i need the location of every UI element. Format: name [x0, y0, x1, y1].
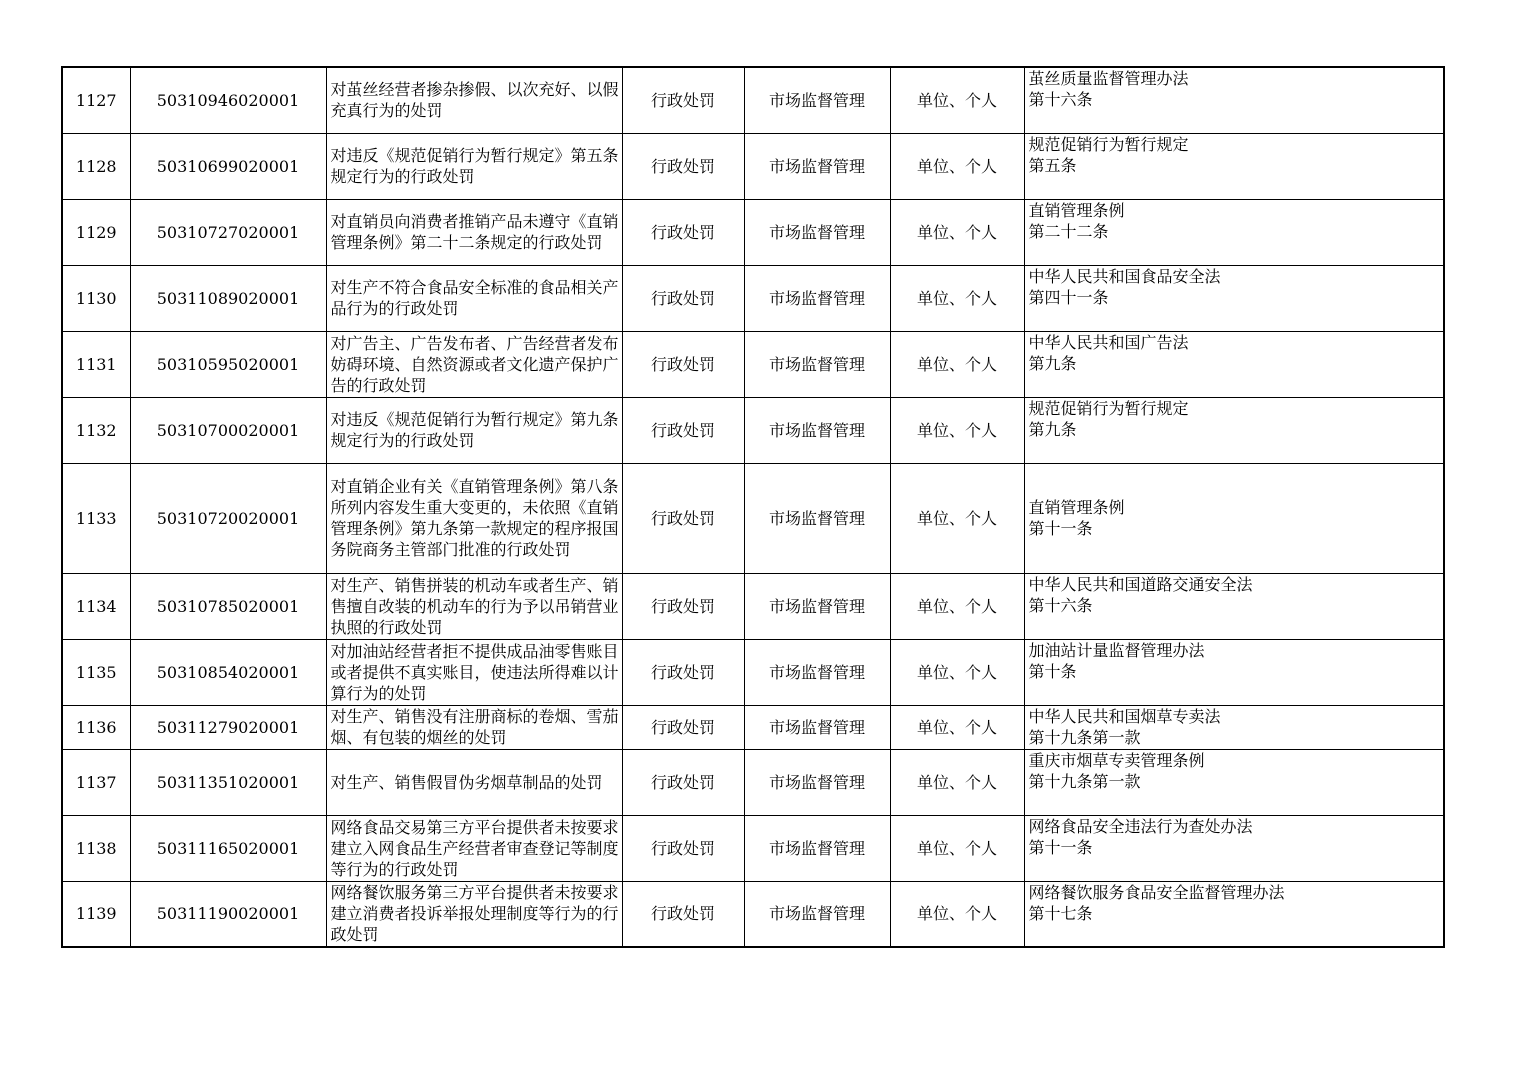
table-row	[62, 705, 1444, 749]
basis-law-name: 加油站计量监督管理办法	[1028, 640, 1205, 660]
basis-law-name: 规范促销行为暂行规定	[1028, 398, 1189, 418]
table-row	[62, 265, 1444, 331]
legal-basis-cell	[1024, 397, 1444, 463]
item-type-cell: 行政处罚	[622, 133, 744, 199]
item-type-cell: 行政处罚	[622, 639, 744, 705]
basis-law-name: 网络餐饮服务食品安全监督管理办法	[1028, 882, 1285, 902]
department-cell: 市场监督管理	[744, 331, 890, 397]
department-cell: 市场监督管理	[744, 705, 890, 749]
item-name-cell: 对生产、销售拼装的机动车或者生产、销售擅自改装的机动车的行为予以吊销营业执照的行政处罚	[326, 573, 622, 639]
basis-law-name: 规范促销行为暂行规定	[1028, 134, 1189, 154]
serial-number-cell: 1139	[62, 881, 130, 947]
basis-article: 第十一条	[1028, 837, 1093, 857]
serial-number-cell: 1132	[62, 397, 130, 463]
department-cell: 市场监督管理	[744, 573, 890, 639]
basis-article: 第十六条	[1028, 90, 1093, 109]
item-code-cell: 50311279020001	[130, 705, 326, 749]
item-code-cell: 50310699020001	[130, 133, 326, 199]
basis-article: 第十九条第一款	[1028, 727, 1141, 747]
basis-article: 第九条	[1028, 419, 1077, 439]
table-row	[62, 397, 1444, 463]
item-name-cell: 网络食品交易第三方平台提供者未按要求建立入网食品生产经营者审查登记等制度等行为的行政处罚	[326, 815, 622, 881]
department-cell: 市场监督管理	[744, 749, 890, 815]
item-type-cell: 行政处罚	[622, 463, 744, 573]
target-object-cell: 单位、个人	[890, 265, 1024, 331]
item-code-cell: 50310785020001	[130, 573, 326, 639]
table-row	[62, 67, 1444, 133]
basis-law-name: 直销管理条例	[1028, 498, 1125, 517]
item-name-cell: 对生产、销售没有注册商标的卷烟、雪茄烟、有包装的烟丝的处罚	[326, 705, 622, 749]
serial-number-cell: 1131	[62, 331, 130, 397]
item-code-cell: 50311190020001	[130, 881, 326, 947]
department-cell: 市场监督管理	[744, 815, 890, 881]
department-cell: 市场监督管理	[744, 881, 890, 947]
item-code-cell: 50310595020001	[130, 331, 326, 397]
item-name-cell: 对违反《规范促销行为暂行规定》第九条规定行为的行政处罚	[326, 397, 622, 463]
basis-law-name: 直销管理条例	[1028, 200, 1125, 220]
target-object-cell: 单位、个人	[890, 815, 1024, 881]
target-object-cell: 单位、个人	[890, 133, 1024, 199]
item-name-cell: 对茧丝经营者掺杂掺假、以次充好、以假充真行为的处罚	[326, 67, 622, 133]
legal-basis-cell	[1024, 133, 1444, 199]
table-row	[62, 199, 1444, 265]
item-code-cell: 50310727020001	[130, 199, 326, 265]
item-name-cell: 对生产、销售假冒伪劣烟草制品的处罚	[326, 749, 622, 815]
table-row	[62, 133, 1444, 199]
item-name-cell: 对加油站经营者拒不提供成品油零售账目或者提供不真实账目，使违法所得难以计算行为的处罚	[326, 639, 622, 705]
item-code-cell: 50310700020001	[130, 397, 326, 463]
legal-basis-cell	[1024, 463, 1444, 573]
department-cell: 市场监督管理	[744, 397, 890, 463]
target-object-cell: 单位、个人	[890, 397, 1024, 463]
serial-number-cell: 1137	[62, 749, 130, 815]
item-type-cell: 行政处罚	[622, 573, 744, 639]
basis-article: 第二十二条	[1028, 221, 1109, 241]
basis-article: 第十六条	[1028, 595, 1093, 615]
item-type-cell: 行政处罚	[622, 749, 744, 815]
item-code-cell: 50311165020001	[130, 815, 326, 881]
department-cell: 市场监督管理	[744, 133, 890, 199]
basis-law-name: 中华人民共和国道路交通安全法	[1028, 574, 1253, 594]
basis-article: 第四十一条	[1028, 287, 1109, 307]
item-code-cell: 50310946020001	[130, 67, 326, 133]
basis-law-name: 中华人民共和国烟草专卖法	[1028, 706, 1221, 726]
basis-law-name: 中华人民共和国食品安全法	[1028, 266, 1221, 286]
item-type-cell: 行政处罚	[622, 199, 744, 265]
legal-basis-cell	[1024, 705, 1444, 749]
target-object-cell: 单位、个人	[890, 573, 1024, 639]
item-code-cell: 50311351020001	[130, 749, 326, 815]
legal-basis-cell	[1024, 67, 1444, 133]
legal-basis-cell	[1024, 199, 1444, 265]
basis-law-name: 重庆市烟草专卖管理条例	[1028, 750, 1205, 770]
basis-article: 第十条	[1028, 661, 1077, 681]
department-cell: 市场监督管理	[744, 199, 890, 265]
serial-number-cell: 1138	[62, 815, 130, 881]
serial-number-cell: 1129	[62, 199, 130, 265]
penalty-items-table	[61, 66, 1445, 948]
serial-number-cell: 1135	[62, 639, 130, 705]
target-object-cell: 单位、个人	[890, 199, 1024, 265]
item-name-cell: 对广告主、广告发布者、广告经营者发布妨碍环境、自然资源或者文化遗产保护广告的行政处罚	[326, 331, 622, 397]
target-object-cell: 单位、个人	[890, 67, 1024, 133]
legal-basis-cell	[1024, 749, 1444, 815]
target-object-cell: 单位、个人	[890, 881, 1024, 947]
item-type-cell: 行政处罚	[622, 815, 744, 881]
target-object-cell: 单位、个人	[890, 331, 1024, 397]
table-row	[62, 639, 1444, 705]
department-cell: 市场监督管理	[744, 639, 890, 705]
item-code-cell: 50311089020001	[130, 265, 326, 331]
serial-number-cell: 1130	[62, 265, 130, 331]
legal-basis-cell	[1024, 573, 1444, 639]
basis-article: 第五条	[1028, 155, 1077, 175]
legal-basis-cell	[1024, 265, 1444, 331]
table-row	[62, 463, 1444, 573]
item-type-cell: 行政处罚	[622, 705, 744, 749]
item-name-cell: 对直销企业有关《直销管理条例》第八条所列内容发生重大变更的，未依照《直销管理条例》第九条第一款规定的程序报国务院商务主管部门批准的行政处罚	[326, 463, 622, 573]
target-object-cell: 单位、个人	[890, 463, 1024, 573]
table-row	[62, 573, 1444, 639]
legal-basis-cell	[1024, 815, 1444, 881]
basis-law-name: 中华人民共和国广告法	[1028, 332, 1189, 352]
department-cell: 市场监督管理	[744, 265, 890, 331]
table-row	[62, 749, 1444, 815]
serial-number-cell: 1134	[62, 573, 130, 639]
item-name-cell: 对直销员向消费者推销产品未遵守《直销管理条例》第二十二条规定的行政处罚	[326, 199, 622, 265]
serial-number-cell: 1127	[62, 67, 130, 133]
table-body	[62, 67, 1444, 947]
table-row	[62, 331, 1444, 397]
basis-article: 第九条	[1028, 353, 1077, 373]
item-code-cell: 50310854020001	[130, 639, 326, 705]
item-code-cell: 50310720020001	[130, 463, 326, 573]
department-cell: 市场监督管理	[744, 67, 890, 133]
table-row	[62, 815, 1444, 881]
item-type-cell: 行政处罚	[622, 331, 744, 397]
legal-basis-cell	[1024, 639, 1444, 705]
basis-article: 第十七条	[1028, 903, 1093, 923]
legal-basis-cell	[1024, 881, 1444, 947]
basis-law-name: 网络食品安全违法行为查处办法	[1028, 816, 1253, 836]
item-type-cell: 行政处罚	[622, 67, 744, 133]
table-row	[62, 881, 1444, 947]
serial-number-cell: 1136	[62, 705, 130, 749]
basis-article: 第十九条第一款	[1028, 771, 1141, 791]
item-name-cell: 对生产不符合食品安全标准的食品相关产品行为的行政处罚	[326, 265, 622, 331]
serial-number-cell: 1133	[62, 463, 130, 573]
target-object-cell: 单位、个人	[890, 749, 1024, 815]
target-object-cell: 单位、个人	[890, 705, 1024, 749]
basis-law-name: 茧丝质量监督管理办法	[1028, 69, 1189, 88]
item-type-cell: 行政处罚	[622, 397, 744, 463]
serial-number-cell: 1128	[62, 133, 130, 199]
item-type-cell: 行政处罚	[622, 881, 744, 947]
item-name-cell: 对违反《规范促销行为暂行规定》第五条规定行为的行政处罚	[326, 133, 622, 199]
item-type-cell: 行政处罚	[622, 265, 744, 331]
basis-article: 第十一条	[1028, 519, 1093, 538]
item-name-cell: 网络餐饮服务第三方平台提供者未按要求建立消费者投诉举报处理制度等行为的行政处罚	[326, 881, 622, 947]
legal-basis-cell	[1024, 331, 1444, 397]
department-cell: 市场监督管理	[744, 463, 890, 573]
target-object-cell: 单位、个人	[890, 639, 1024, 705]
